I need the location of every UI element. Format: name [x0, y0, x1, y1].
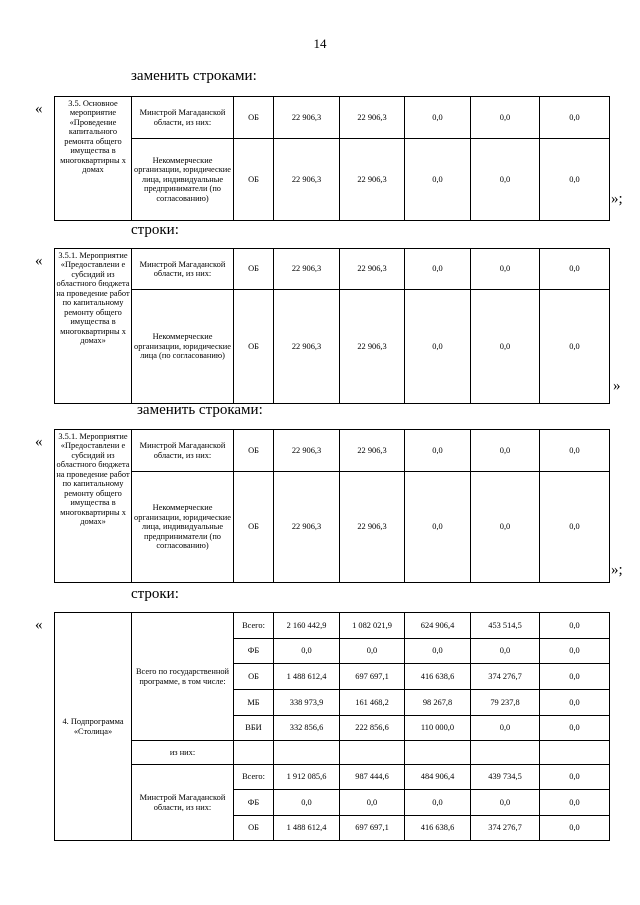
value-cell: 0,0	[274, 639, 340, 664]
page-number: 14	[313, 36, 327, 51]
value-cell: 161 468,2	[340, 690, 405, 716]
value-cell: 0,0	[540, 690, 610, 716]
value-cell: 22 906,3	[274, 472, 340, 583]
table-row	[55, 290, 610, 404]
value-cell: 0,0	[405, 249, 471, 290]
source-cell: ОБ	[234, 249, 274, 290]
heading-replace-1: заменить строками:	[131, 68, 257, 84]
value-cell: 0,0	[405, 290, 471, 404]
source-cell: ОБ	[234, 816, 274, 841]
close-quote-3: »;	[611, 562, 623, 578]
value-cell: 0,0	[540, 790, 610, 816]
value-cell: 0,0	[540, 613, 610, 639]
value-cell: 0,0	[471, 716, 540, 741]
value-cell: 0,0	[540, 816, 610, 841]
source-cell: ОБ	[234, 97, 274, 139]
value-cell: 0,0	[471, 249, 540, 290]
table-row	[55, 741, 610, 765]
value-cell: 439 734,5	[471, 765, 540, 790]
value-cell: 374 276,7	[471, 816, 540, 841]
open-quote-3: «	[35, 434, 43, 450]
value-cell: 0,0	[540, 639, 610, 664]
table-row	[55, 139, 610, 221]
value-cell: 0,0	[471, 430, 540, 472]
value-cell: 0,0	[405, 97, 471, 139]
value-cell: 110 000,0	[405, 716, 471, 741]
value-cell: 0,0	[471, 639, 540, 664]
value-cell: 0,0	[540, 290, 610, 404]
value-cell: 332 856,6	[274, 716, 340, 741]
value-cell: 1 488 612,4	[274, 664, 340, 690]
value-cell: 22 906,3	[274, 97, 340, 139]
value-cell: 0,0	[340, 790, 405, 816]
empty-cell	[471, 741, 540, 765]
heading-rows-1: строки:	[131, 222, 179, 238]
empty-cell	[340, 741, 405, 765]
value-cell: 0,0	[471, 290, 540, 404]
value-cell: 22 906,3	[340, 472, 405, 583]
value-cell: 624 906,4	[405, 613, 471, 639]
source-cell: Всего:	[234, 765, 274, 790]
value-cell: 22 906,3	[274, 290, 340, 404]
value-cell: 453 514,5	[471, 613, 540, 639]
org-cell: Некоммерческие организации, юридические лица (по согласованию)	[132, 290, 234, 404]
source-cell: ВБИ	[234, 716, 274, 741]
org-cell: Минстрой Магаданской области, из них:	[132, 97, 234, 139]
value-cell: 0,0	[340, 639, 405, 664]
value-cell: 0,0	[405, 790, 471, 816]
value-cell: 98 267,8	[405, 690, 471, 716]
open-quote-1: «	[35, 101, 43, 117]
org-cell: Минстрой Магаданской области, из них:	[132, 430, 234, 472]
value-cell: 0,0	[471, 139, 540, 221]
value-cell: 416 638,6	[405, 816, 471, 841]
table-section-3-5-1-new	[54, 429, 610, 583]
source-cell: ФБ	[234, 639, 274, 664]
open-quote-4: «	[35, 617, 43, 633]
value-cell: 22 906,3	[340, 430, 405, 472]
value-cell: 0,0	[540, 472, 610, 583]
value-cell: 987 444,6	[340, 765, 405, 790]
heading-replace-2: заменить строками:	[137, 402, 263, 418]
subprogram-name-cell: 4. Подпрограмма «Столица»	[55, 613, 132, 841]
value-cell: 1 488 612,4	[274, 816, 340, 841]
value-cell: 416 638,6	[405, 664, 471, 690]
value-cell: 0,0	[471, 790, 540, 816]
value-cell: 0,0	[274, 790, 340, 816]
heading-rows-2: строки:	[131, 586, 179, 602]
value-cell: 0,0	[405, 639, 471, 664]
value-cell: 22 906,3	[340, 97, 405, 139]
value-cell: 338 973,9	[274, 690, 340, 716]
value-cell: 0,0	[471, 472, 540, 583]
table-subprogram-4	[54, 612, 610, 841]
table-row	[55, 472, 610, 583]
table-row	[55, 613, 610, 639]
value-cell: 22 906,3	[340, 290, 405, 404]
value-cell: 1 082 021,9	[340, 613, 405, 639]
group-label-cell: Всего по государственной программе, в том числе:	[132, 613, 234, 741]
empty-cell	[234, 741, 274, 765]
source-cell: ОБ	[234, 472, 274, 583]
close-quote-2: »	[613, 378, 621, 394]
source-cell: ОБ	[234, 430, 274, 472]
value-cell: 0,0	[540, 765, 610, 790]
value-cell: 222 856,6	[340, 716, 405, 741]
table-section-3-5-1-old	[54, 248, 610, 404]
iz-nih-cell: из них:	[132, 741, 234, 765]
empty-cell	[405, 741, 471, 765]
value-cell: 697 697,1	[340, 664, 405, 690]
value-cell: 0,0	[405, 430, 471, 472]
org-cell: Некоммерческие организации, юридические лица, индивидуальные предприниматели (по согласованию)	[132, 472, 234, 583]
table-row	[55, 765, 610, 790]
value-cell: 0,0	[540, 430, 610, 472]
value-cell: 0,0	[405, 139, 471, 221]
value-cell: 0,0	[540, 716, 610, 741]
table-section-3-5	[54, 96, 610, 221]
value-cell: 0,0	[471, 97, 540, 139]
empty-cell	[540, 741, 610, 765]
source-cell: ОБ	[234, 290, 274, 404]
value-cell: 79 237,8	[471, 690, 540, 716]
value-cell: 22 906,3	[274, 139, 340, 221]
table-row	[55, 97, 610, 139]
value-cell: 0,0	[540, 249, 610, 290]
value-cell: 0,0	[405, 472, 471, 583]
org-cell: Минстрой Магаданской области, из них:	[132, 249, 234, 290]
source-cell: ФБ	[234, 790, 274, 816]
value-cell: 0,0	[540, 97, 610, 139]
value-cell: 22 906,3	[274, 249, 340, 290]
value-cell: 697 697,1	[340, 816, 405, 841]
activity-name-cell: 3.5. Основное мероприятие «Проведение капитального ремонта общего имущества в многоквартирны х домах	[55, 97, 132, 221]
source-cell: МБ	[234, 690, 274, 716]
source-cell: Всего:	[234, 613, 274, 639]
org-cell: Некоммерческие организации, юридические лица, индивидуальные предприниматели (по согласованию)	[132, 139, 234, 221]
source-cell: ОБ	[234, 664, 274, 690]
value-cell: 0,0	[540, 139, 610, 221]
close-quote-1: »;	[611, 191, 623, 207]
activity-name-cell: 3.5.1. Мероприятие «Предоставлени е субсидий из областного бюджета на проведение работ по капитальному ремонту общего имущества в многоквартирны х домах»	[55, 430, 132, 583]
value-cell: 484 906,4	[405, 765, 471, 790]
group-label-cell: Минстрой Магаданской области, из них:	[132, 765, 234, 841]
table-row	[55, 430, 610, 472]
value-cell: 374 276,7	[471, 664, 540, 690]
table-row	[55, 249, 610, 290]
value-cell: 0,0	[540, 664, 610, 690]
value-cell: 22 906,3	[274, 430, 340, 472]
value-cell: 1 912 085,6	[274, 765, 340, 790]
value-cell: 22 906,3	[340, 139, 405, 221]
value-cell: 22 906,3	[340, 249, 405, 290]
source-cell: ОБ	[234, 139, 274, 221]
empty-cell	[274, 741, 340, 765]
value-cell: 2 160 442,9	[274, 613, 340, 639]
open-quote-2: «	[35, 253, 43, 269]
activity-name-cell: 3.5.1. Мероприятие «Предоставлени е субсидий из областного бюджета на проведение работ по капитальному ремонту общего имущества в многоквартирны х домах»	[55, 249, 132, 404]
